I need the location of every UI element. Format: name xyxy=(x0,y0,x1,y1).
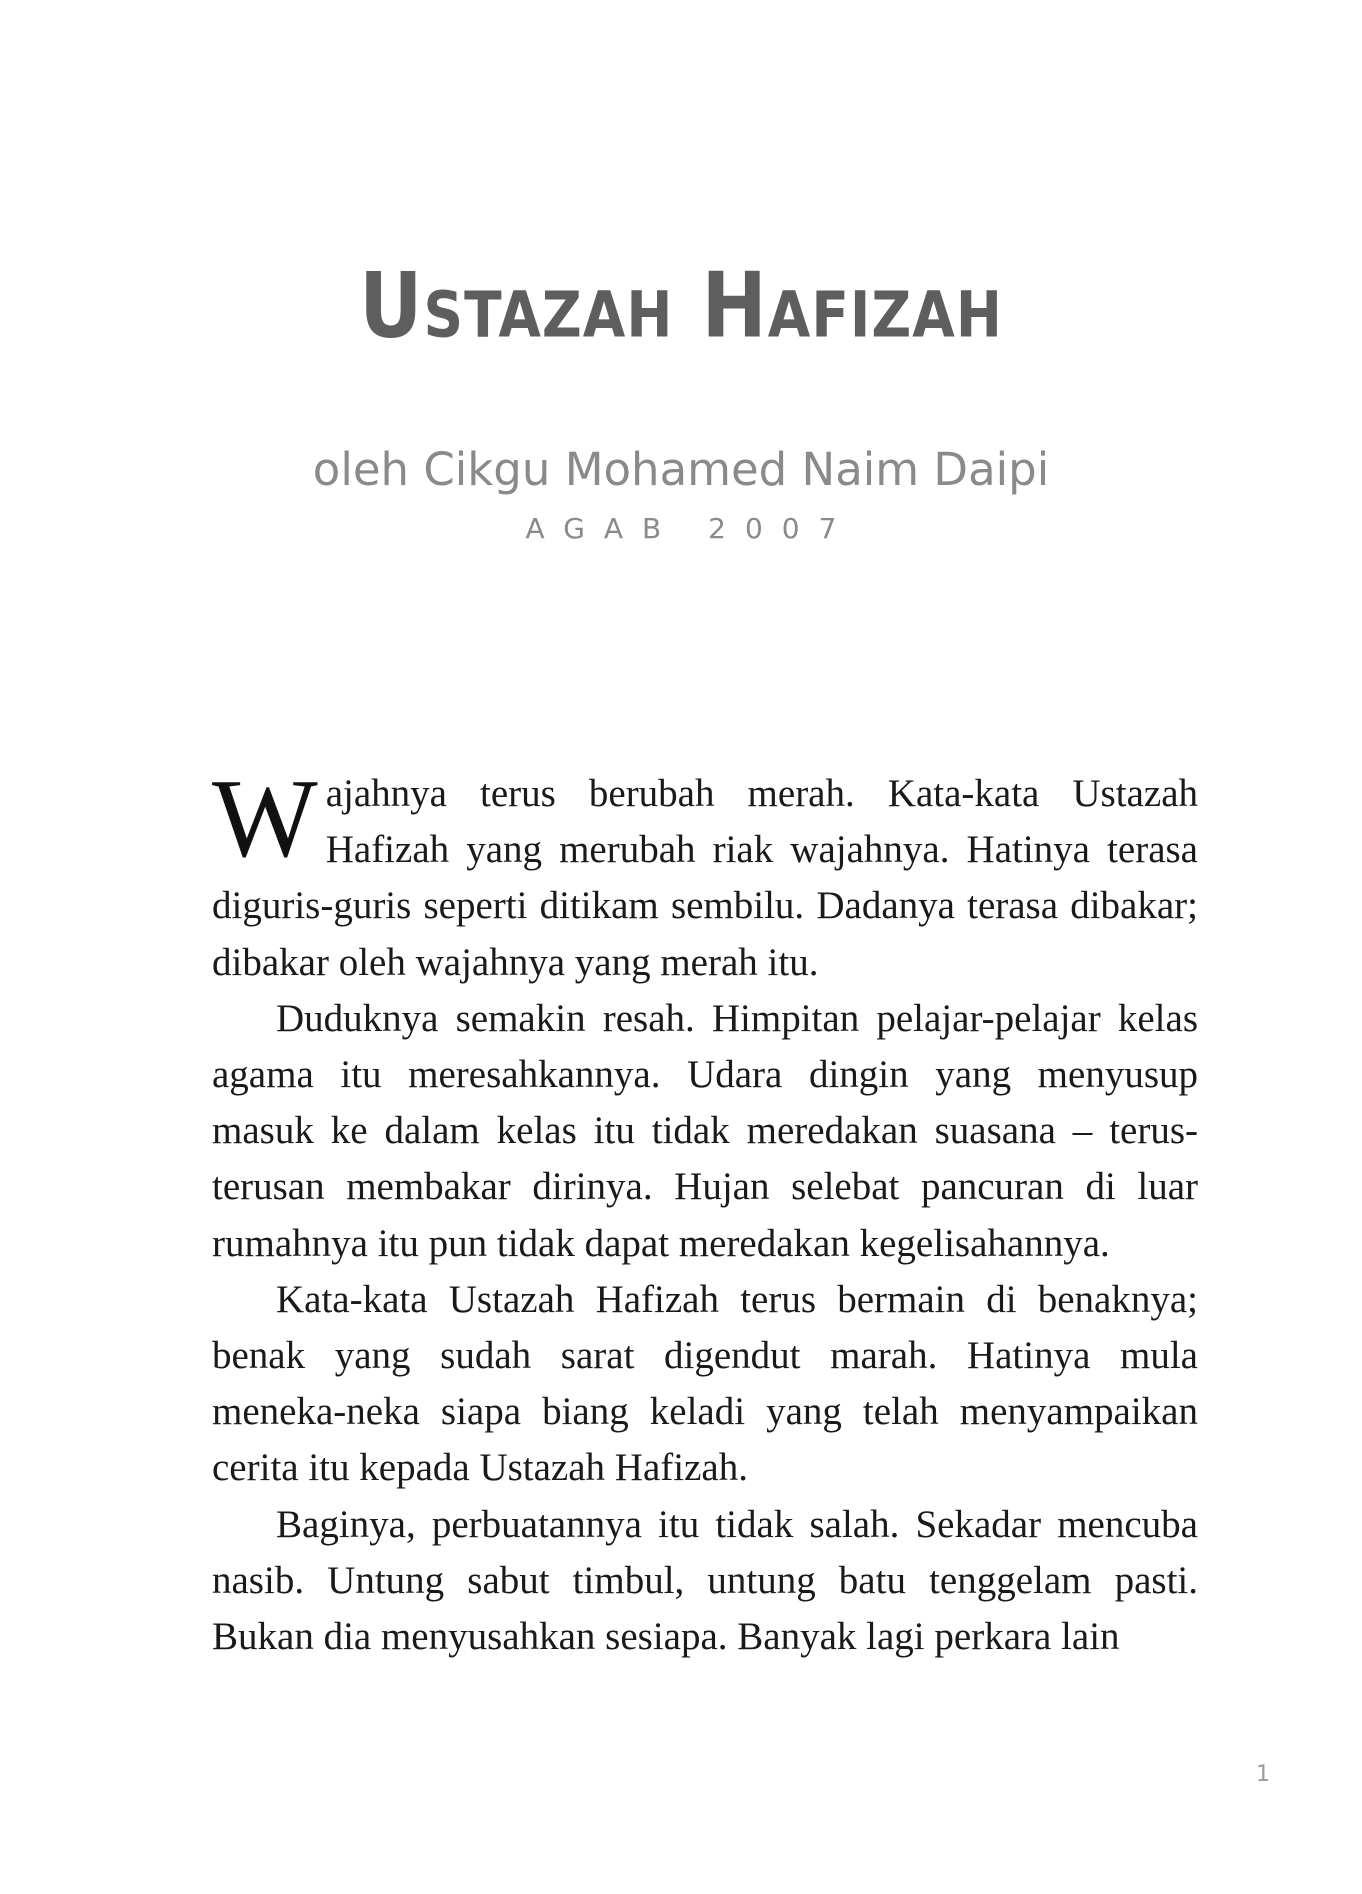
paragraph xyxy=(212,757,1198,991)
paragraph: Baginya, perbuatannya itu tidak salah. Sekadar mencuba nasib. Untung sabut timbul, untung batu tenggelam pasti. Bukan dia menyusahkan sesiapa. Banyak lagi perkara lain xyxy=(212,1502,1198,1659)
paragraph: Duduknya semakin resah. Himpitan pelajar-pelajar kelas agama itu meresahkannya. Udara dingin yang menyusup masuk ke dalam kelas itu tidak meredakan suasana – terus-terusan membakar dirinya. Hujan selebat pancuran di luar rumahnya itu pun tidak dapat meredakan kegelisahannya. xyxy=(212,996,1198,1265)
drop-cap: W xyxy=(212,757,318,881)
page-number: 1 xyxy=(1256,1762,1270,1787)
paragraph: Kata-kata Ustazah Hafizah terus bermain di benaknya; benak yang sudah sarat digendut marah. Hatinya mula meneka-neka siapa biang keladi yang telah menyampaikan cerita itu kepada Ustazah Hafizah. xyxy=(212,1277,1198,1490)
story-title: Ustazah Hafizah xyxy=(359,255,1003,359)
paragraph-text: ajahnya terus berubah merah. Kata-kata Ustazah Hafizah yang merubah riak wajahnya. Hatinya terasa diguris-guris seperti ditikam sembilu. Dadanya terasa dibakar; dibakar oleh wajahnya yang merah itu. xyxy=(212,772,1198,984)
author-line: oleh Cikgu Mohamed Naim Daipi xyxy=(312,443,1050,496)
story-body xyxy=(212,757,1198,1665)
event-line: AGAB 2007 xyxy=(525,512,856,545)
